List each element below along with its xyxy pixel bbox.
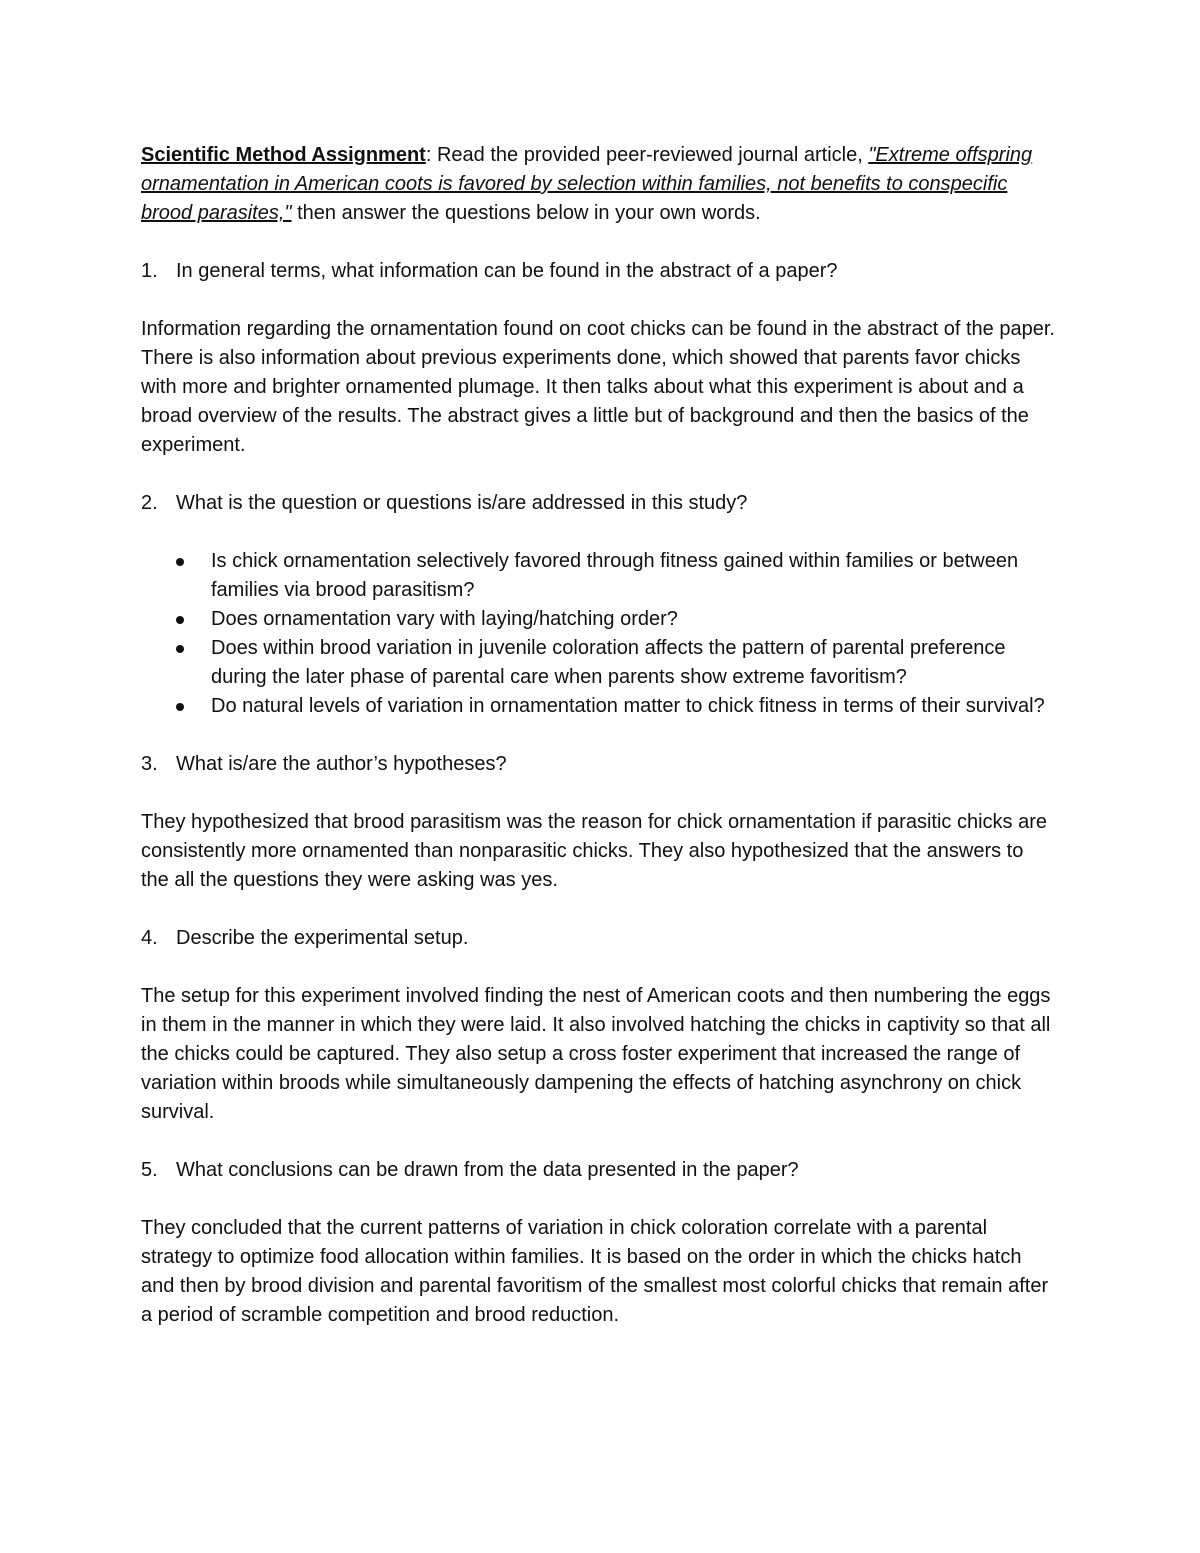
intro-lead: Read the provided peer-reviewed journal article,	[436, 144, 869, 166]
answer-5: They concluded that the current patterns of variation in chick coloration correlate with a parental strategy to optimize food allocation within families. It is based on the order in which the chicks hatch and then by brood division and parental favoritism of the smallest most colorful chicks that remain after a period of scramble competition and brood reduction.	[141, 1217, 1049, 1326]
bullet-text: Does within brood variation in juvenile coloration affects the pattern of parental preference during the later phase of parental care when parents show extreme favoritism?	[211, 637, 1006, 688]
bullet-text: Does ornamentation vary with laying/hatching order?	[211, 608, 678, 630]
answer-4: The setup for this experiment involved finding the nest of American coots and then numbering the eggs in them in the manner in which they were laid. It also involved hatching the chicks in captivity so that all the chicks could be captured. They also setup a cross foster experiment that increased the range of variation within broods while simultaneously dampening the effects of hatching asynchrony on chick survival.	[141, 985, 1051, 1123]
bullet-text: Do natural levels of variation in ornamentation matter to chick fitness in terms of their survival?	[211, 695, 1045, 717]
question-5	[141, 1156, 1056, 1185]
document-page	[141, 141, 1056, 1359]
question-number: 1.	[141, 260, 158, 282]
question-text: Describe the experimental setup.	[176, 927, 469, 949]
question-text: What is/are the author’s hypotheses?	[176, 753, 507, 775]
assignment-intro	[141, 141, 1056, 228]
bullet-text: Is chick ornamentation selectively favored through fitness gained within families or between families via brood parasitism?	[211, 550, 1019, 601]
question-4	[141, 924, 1056, 953]
assignment-label: Scientific Method Assignment	[141, 144, 426, 166]
intro-tail: then answer the questions below in your own words.	[291, 202, 761, 224]
bullet-icon	[141, 692, 211, 721]
intro-colon: :	[425, 144, 437, 166]
question-text: What is the question or questions is/are addressed in this study?	[176, 492, 748, 514]
question-number: 2.	[141, 492, 158, 514]
question-text: What conclusions can be drawn from the data presented in the paper?	[176, 1159, 799, 1181]
answer-1: Information regarding the ornamentation found on coot chicks can be found in the abstract of the paper. There is also information about previous experiments done, which showed that parents favor chicks with more and brighter ornamented plumage. It then talks about what this experiment is about and a broad overview of the results. The abstract gives a little but of background and then the basics of the experiment.	[141, 318, 1055, 456]
bullet-icon	[141, 605, 211, 634]
question-3	[141, 750, 1056, 779]
question-number: 4.	[141, 927, 158, 949]
bullet-item	[141, 605, 1056, 634]
question-text: In general terms, what information can be found in the abstract of a paper?	[176, 260, 838, 282]
bullet-item	[141, 634, 1056, 692]
bullet-item	[141, 547, 1056, 605]
answer-3: They hypothesized that brood parasitism was the reason for chick ornamentation if parasitic chicks are consistently more ornamented than nonparasitic chicks. They also hypothesized that the answers to the all the questions they were asking was yes.	[141, 811, 1047, 891]
question-2	[141, 489, 1056, 518]
question-1	[141, 257, 1056, 286]
article-title: "Extreme offspring ornamentation in American coots is favored by selection within families, not benefits to conspecific brood parasites,"	[141, 144, 1033, 224]
question-number: 5.	[141, 1159, 158, 1181]
answer-2-bullet-list	[141, 547, 1056, 721]
bullet-icon	[141, 547, 211, 605]
bullet-item	[141, 692, 1056, 721]
question-number: 3.	[141, 753, 158, 775]
bullet-icon	[141, 634, 211, 692]
